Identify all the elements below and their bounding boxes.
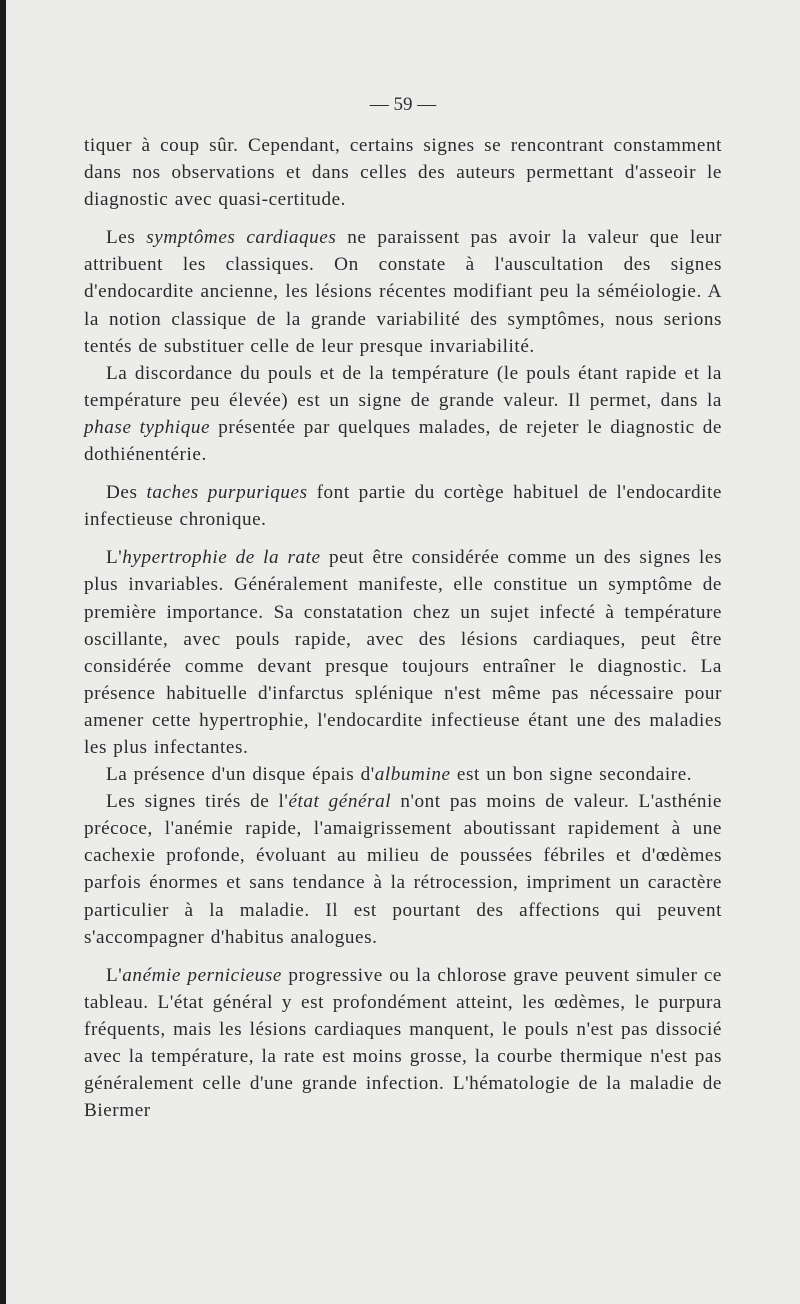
paragraph [84,360,722,468]
italic-term: albumine [374,764,451,786]
text-run: font partie du cortège habituel de l'endocardite infectieuse chronique. [84,482,722,531]
italic-term: symptômes cardiaques [146,227,337,249]
paragraph [84,761,722,788]
text-run: Les signes tirés de l' [106,791,289,813]
paragraph [84,132,722,213]
text-run: Les [106,227,147,249]
text-run: La présence d'un disque épais d' [106,764,375,786]
page-number: — 59 — [369,94,437,115]
text-run: L' [106,964,123,986]
document-page [6,0,800,1304]
text-run: n'ont pas moins de valeur. L'asthénie précoce, l'anémie rapide, l'amaigrissement aboutissant rapidement à une cachexie profonde, évoluant au milieu de poussées fébriles et d'œdèmes parfois énormes et sans tendance à la rétrocession, impriment un caractère particulier à la maladie. Il est pourtant des affections qui peuvent s'accompagner d'habitus analogues. [84,791,722,948]
text-run: présentée par quelques malades, de rejeter le diagnostic de dothiénentérie. [84,416,722,466]
text-run: tiquer à coup sûr. Cependant, certains signes se rencontrant constamment dans nos observations et dans celles des auteurs permettant d'asseoir le diagnostic avec quasi-certitude. [84,135,722,211]
text-run: ne paraissent pas avoir la valeur que leur attribuent les classiques. On constate à l'auscultation des signes d'endocardite ancienne, les lésions récentes modifiant peu la séméiologie. A la notion classique de la grande variabilité des symptômes, nous serions tentés de substituer celle de leur presque invariabilité. [84,227,722,357]
paragraph [84,788,722,951]
text-run: progressive ou la chlorose grave peuvent simuler ce tableau. L'état général y est profondément atteint, les œdèmes, le purpura fréquents, mais les lésions cardiaques manquent, le pouls n'est pas dissocié avec la température, la rate est moins grosse, la courbe thermique n'est pas généralement celle d'une grande infection. L'hématologie de la maladie de Biermer [84,964,722,1122]
paragraph [84,962,722,1125]
italic-term: hypertrophie de la rate [122,547,321,569]
italic-term: taches purpuriques [146,482,308,504]
text-run: peut être considérée comme un des signes les plus invariables. Généralement manifeste, elle constitue un symptôme de première importance. Sa constatation chez un sujet infecté à température oscillante, avec pouls rapide, avec des lésions cardiaques, peut être considérée comme devant presque toujours entraîner le diagnostic. La présence habituelle d'infarctus splénique n'est même pas nécessaire pour amener cette hypertrophie, l'endocardite infectieuse étant une des maladies les plus infectantes. [84,547,722,758]
text-run: est un bon signe secondaire. [450,764,693,786]
text-run: L' [106,547,123,569]
paragraph [84,224,722,359]
body-text [84,132,722,1124]
paragraph [84,479,722,533]
italic-term: état général [288,791,392,813]
italic-term: anémie pernicieuse [122,964,282,986]
italic-term: phase typhique [84,416,211,438]
text-run: Des [106,482,147,504]
paragraph [84,544,722,761]
text-run: La discordance du pouls et de la température (le pouls étant rapide et la température peu élevée) est un signe de grande valeur. Il permet, dans la [84,362,722,411]
